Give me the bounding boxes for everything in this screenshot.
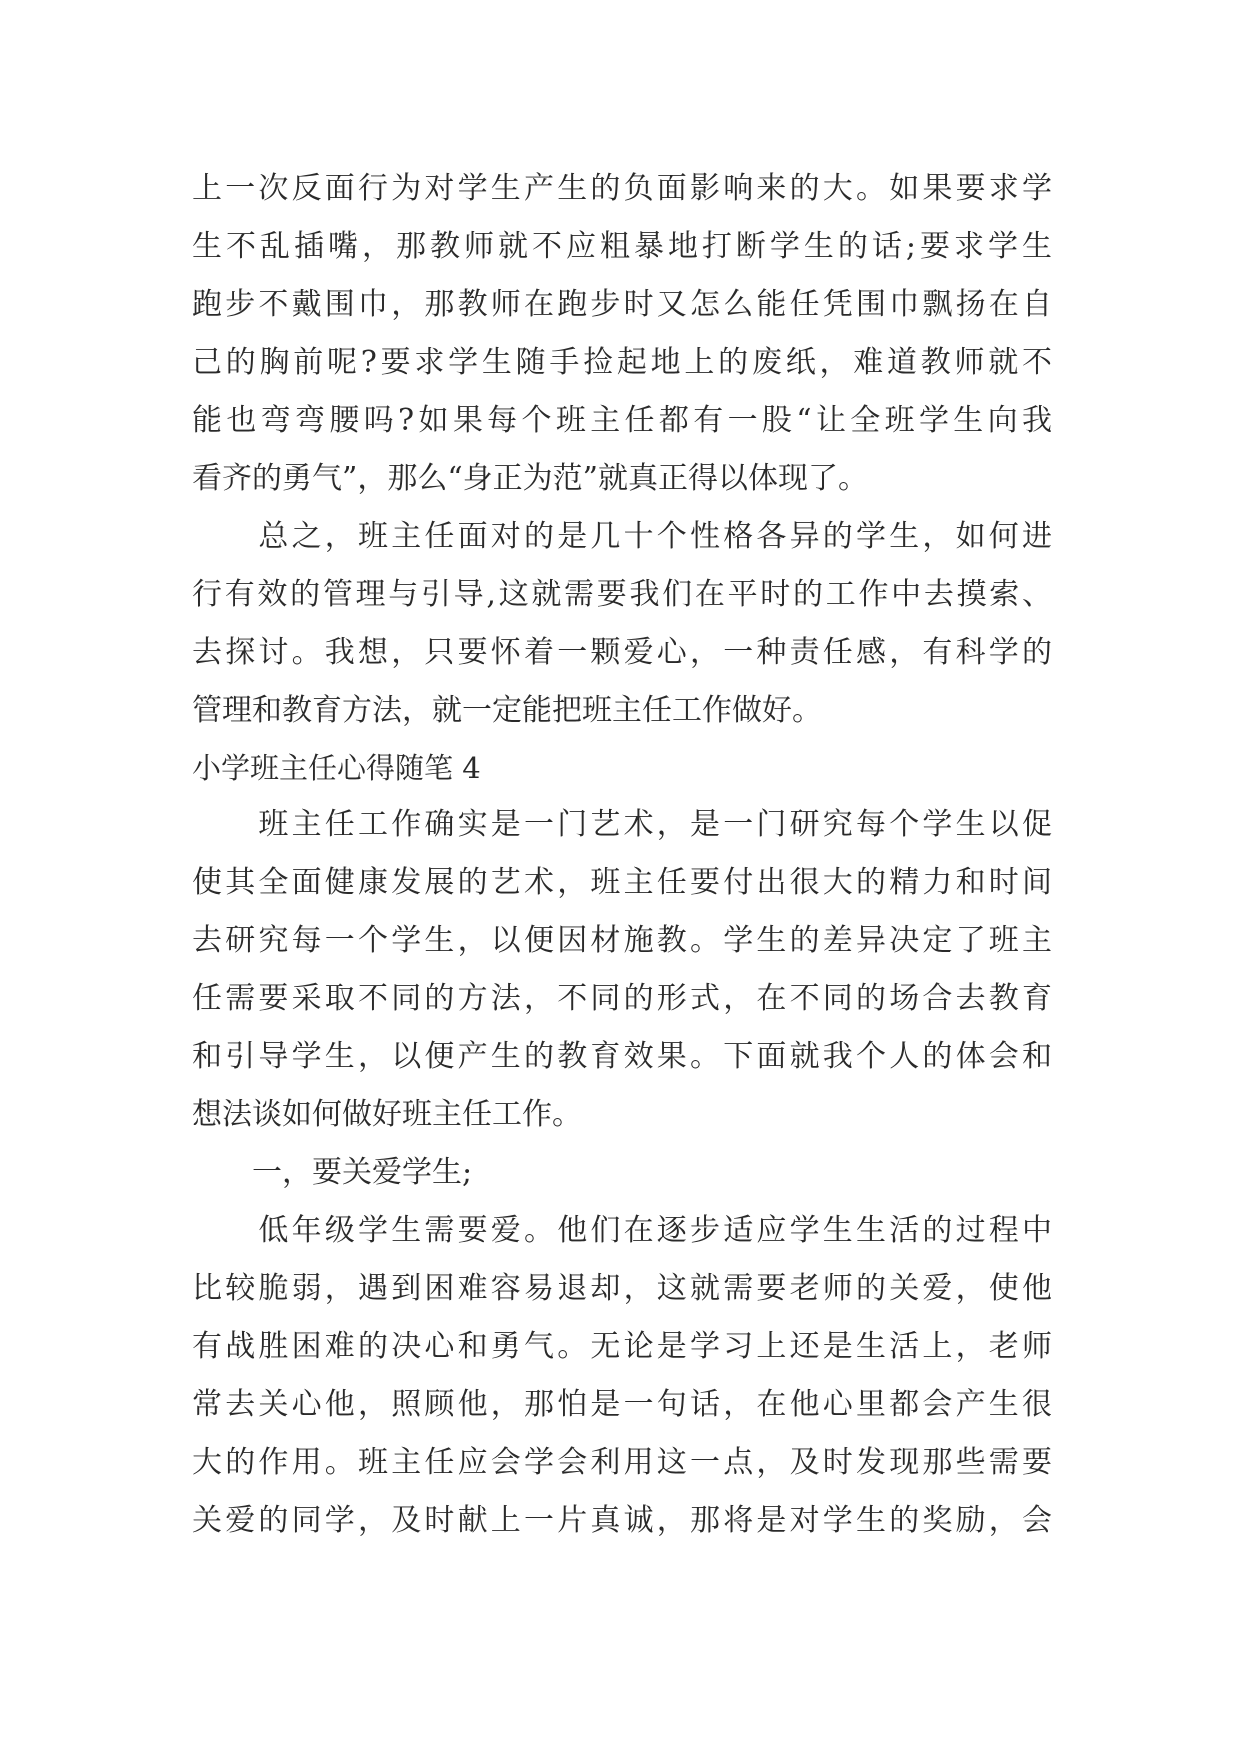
text-line: 有战胜困难的决心和勇气。无论是学习上还是生活上，老师 — [192, 1329, 1052, 1364]
document-body — [192, 160, 1052, 1550]
text-line: 低年级学生需要爱。他们在逐步适应学生生活的过程中 — [192, 1213, 1052, 1248]
text-line: 班主任工作确实是一门艺术，是一门研究每个学生以促 — [192, 807, 1052, 842]
text-line: 大的作用。班主任应会学会利用这一点，及时发现那些需要 — [192, 1445, 1052, 1480]
text-line: 总之，班主任面对的是几十个性格各异的学生，如何进 — [192, 519, 1052, 554]
text-line: 行有效的管理与引导,这就需要我们在平时的工作中去摸索、 — [192, 577, 1052, 612]
text-line: 看齐的勇气”，那么“身正为范”就真正得以体现了。 — [192, 461, 869, 496]
text-line: 任需要采取不同的方法，不同的形式，在不同的场合去教育 — [192, 981, 1052, 1016]
text-line: 去研究每一个学生，以便因材施教。学生的差异决定了班主 — [192, 923, 1052, 958]
text-line: 上一次反面行为对学生产生的负面影响来的大。如果要求学 — [192, 171, 1052, 206]
text-line: 己的胸前呢?要求学生随手捡起地上的废纸，难道教师就不 — [192, 345, 1052, 380]
text-line: 比较脆弱，遇到困难容易退却，这就需要老师的关爱，使他 — [192, 1271, 1052, 1306]
text-line: 能也弯弯腰吗?如果每个班主任都有一股“让全班学生向我 — [192, 403, 1052, 438]
text-line: 生不乱插嘴，那教师就不应粗暴地打断学生的话;要求学生 — [192, 229, 1052, 264]
text-line: 关爱的同学，及时献上一片真诚，那将是对学生的奖励，会 — [192, 1503, 1052, 1538]
text-line: 去探讨。我想，只要怀着一颗爱心，一种责任感，有科学的 — [192, 635, 1052, 670]
text-line: 和引导学生，以便产生的教育效果。下面就我个人的体会和 — [192, 1039, 1052, 1074]
text-line: 管理和教育方法，就一定能把班主任工作做好。 — [192, 693, 822, 728]
text-line: 想法谈如何做好班主任工作。 — [192, 1097, 582, 1132]
text-line: 常去关心他，照顾他，那怕是一句话，在他心里都会产生很 — [192, 1387, 1052, 1422]
subheading-line: 一，要关爱学生; — [192, 1155, 473, 1190]
section-heading: 小学班主任心得随笔 4 — [192, 751, 481, 785]
text-line: 跑步不戴围巾，那教师在跑步时又怎么能任凭围巾飘扬在自 — [192, 287, 1052, 322]
text-line: 使其全面健康发展的艺术，班主任要付出很大的精力和时间 — [192, 865, 1052, 900]
